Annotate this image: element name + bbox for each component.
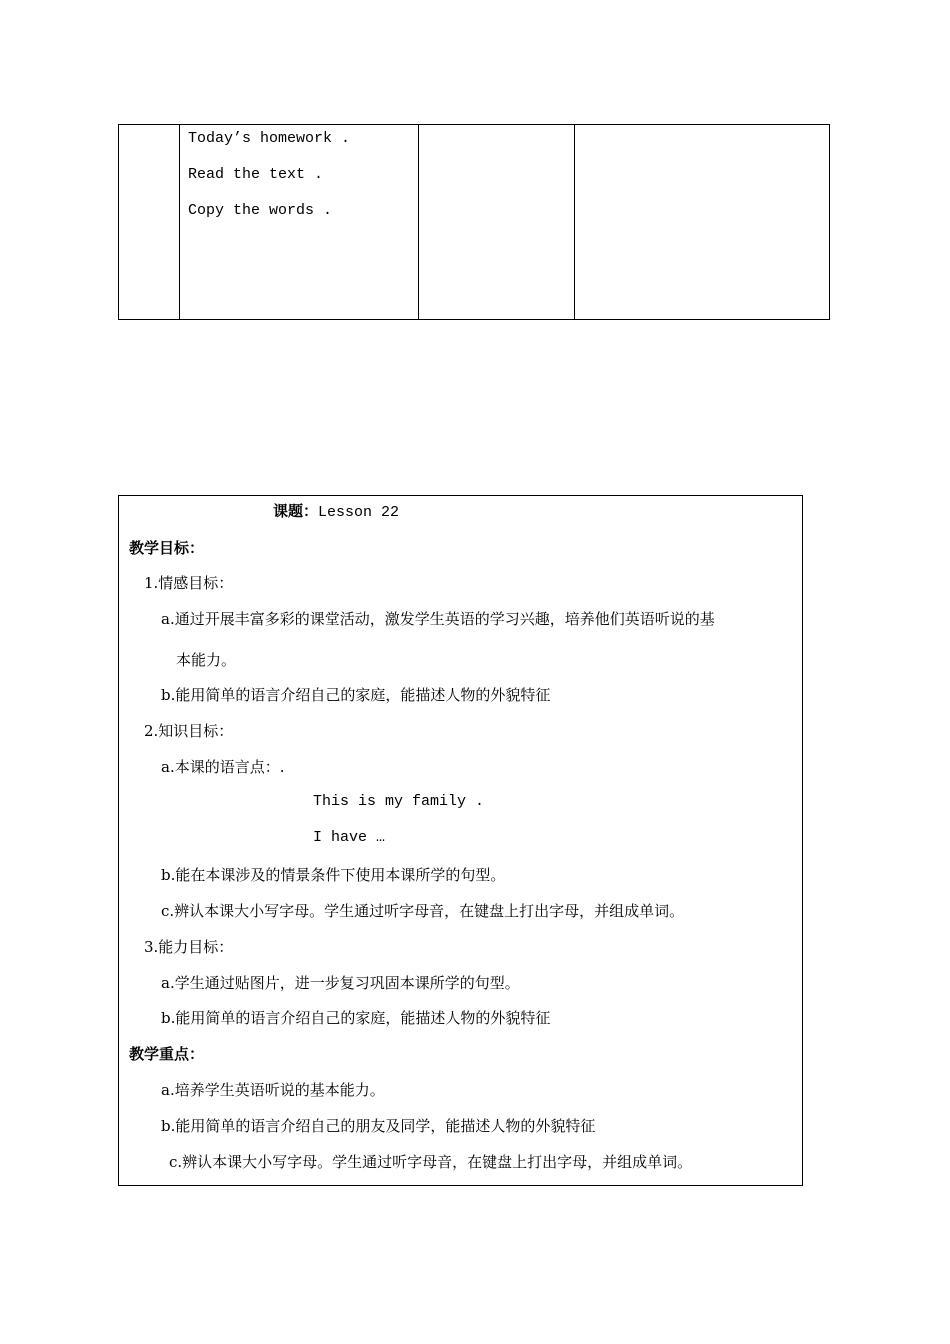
homework-title: Today’s homework .	[188, 130, 351, 147]
focus-item-a: a.培养学生英语听说的基本能力。	[161, 1081, 385, 1099]
lesson-title-value: Lesson 22	[318, 504, 400, 521]
column-divider	[179, 125, 180, 319]
homework-item-read: Read the text .	[188, 166, 324, 183]
column-divider	[574, 125, 575, 319]
lesson-title	[273, 500, 399, 521]
knowledge-objective-b: b.能在本课涉及的情景条件下使用本课所学的句型。	[161, 866, 506, 884]
homework-item-copy: Copy the words .	[188, 202, 333, 219]
ability-objective-b: b.能用简单的语言介绍自己的家庭，能描述人物的外貌特征	[161, 1009, 551, 1027]
focus-item-c: c.辨认本课大小写字母。学生通过听字母音，在键盘上打出字母，并组成单词。	[169, 1153, 693, 1171]
homework-table	[118, 124, 830, 320]
language-point-sentence: This is my family .	[313, 793, 485, 810]
focus-item-b: b.能用简单的语言介绍自己的朋友及同学，能描述人物的外貌特征	[161, 1117, 596, 1135]
ability-objective-heading: 3.能力目标：	[144, 938, 234, 956]
knowledge-objective-c: c.辨认本课大小写字母。学生通过听字母音，在键盘上打出字母，并组成单词。	[161, 902, 685, 920]
column-divider	[418, 125, 419, 319]
emotion-objective-b: b.能用简单的语言介绍自己的家庭，能描述人物的外貌特征	[161, 686, 551, 704]
knowledge-objective-heading: 2.知识目标：	[144, 722, 234, 740]
language-point-sentence: I have …	[313, 829, 386, 846]
ability-objective-a: a.学生通过贴图片，进一步复习巩固本课所学的句型。	[161, 974, 520, 992]
emotion-objective-heading: 1.情感目标：	[144, 574, 234, 592]
emotion-objective-a-cont: 本能力。	[176, 651, 237, 669]
objectives-heading: 教学目标：	[129, 539, 205, 557]
focus-heading: 教学重点：	[129, 1045, 205, 1063]
emotion-objective-a: a.通过开展丰富多彩的课堂活动，激发学生英语的学习兴趣，培养他们英语听说的基	[161, 610, 715, 628]
knowledge-objective-a: a.本课的语言点：.	[161, 758, 285, 776]
lesson-plan-table	[118, 495, 803, 1186]
lesson-title-label: 课题：	[273, 502, 319, 520]
